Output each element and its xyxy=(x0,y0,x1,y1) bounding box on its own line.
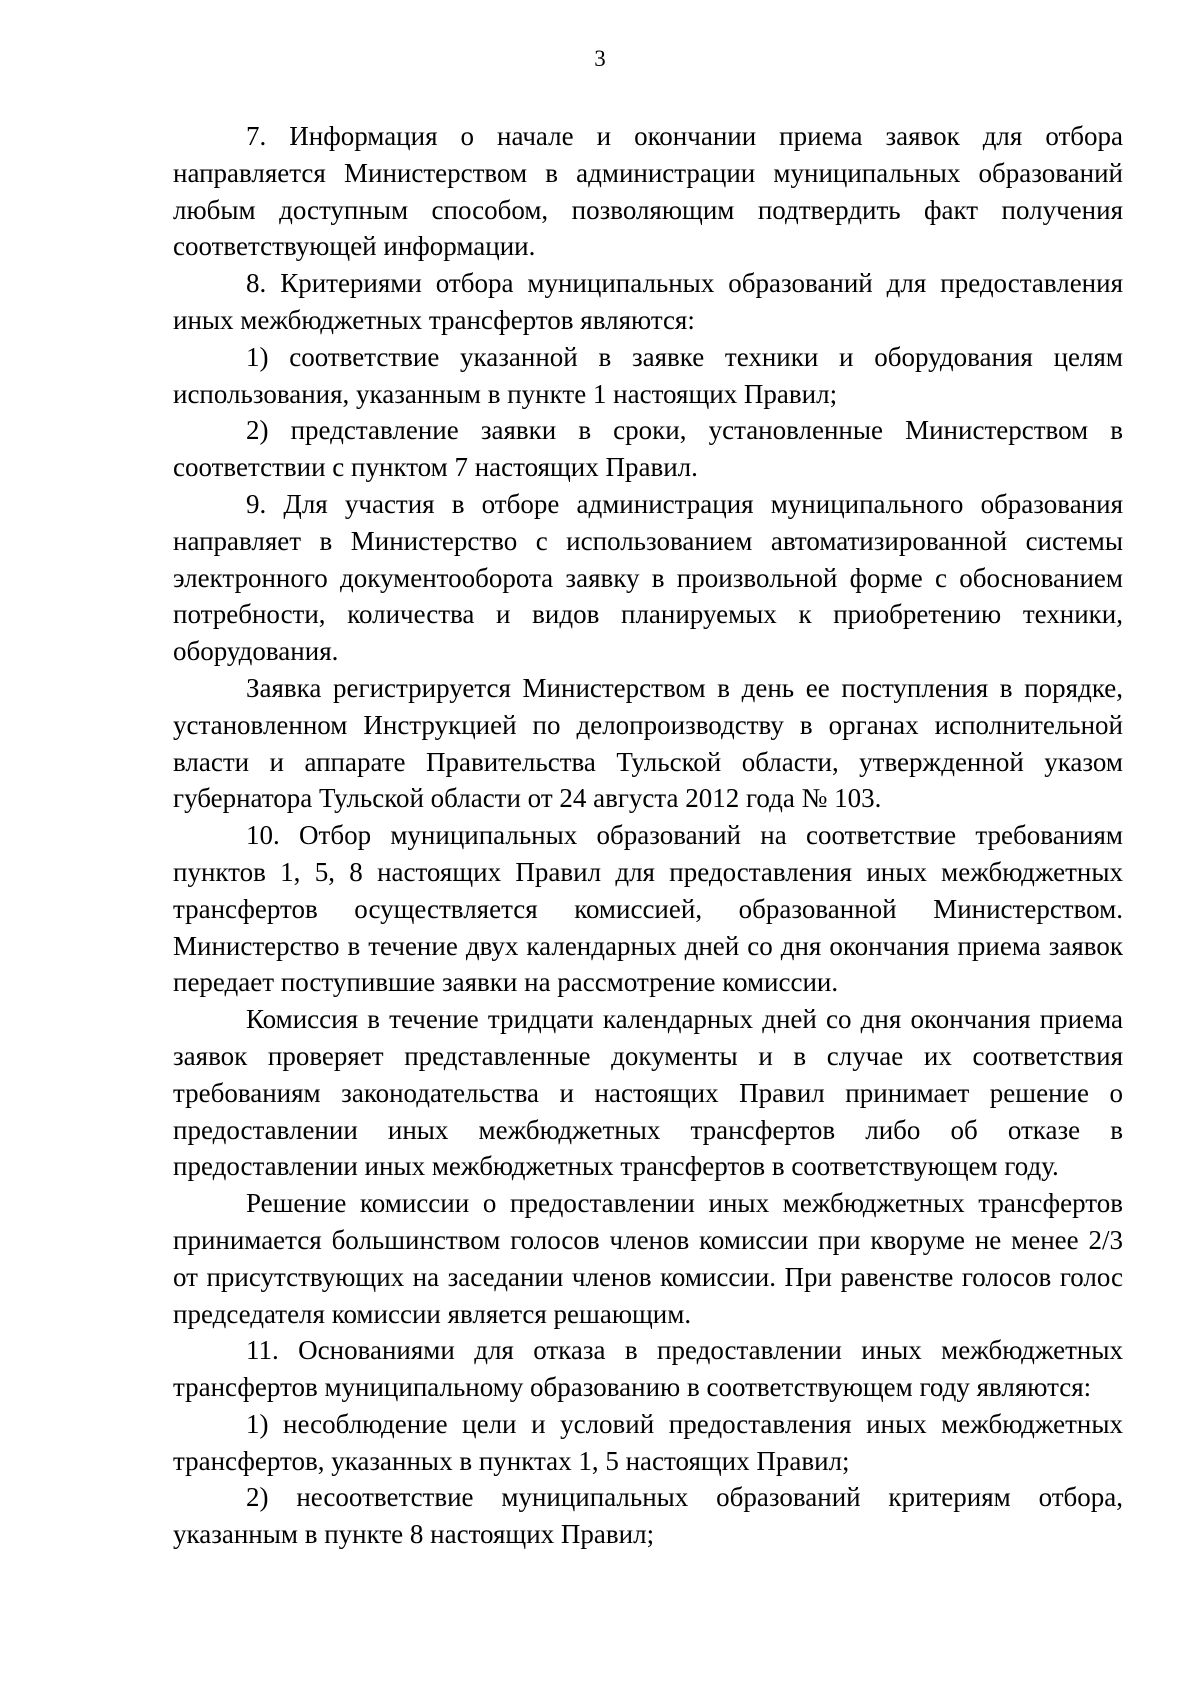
paragraph-11-item-2: 2) несоответствие муниципальных образований критериям отбора, указанным в пункте 8 настоящих Правил; xyxy=(173,1482,1123,1550)
paragraph-10-commission-review: Комиссия в течение тридцати календарных дней со дня окончания приема заявок проверяет представленные документы и в случае их соответствия требованиям законодательства и настоящих Правил принимает решение о предоставлении иных межбюджетных трансфертов либо об отказе в предоставлении иных межбюджетных трансфертов в соответствующем году. xyxy=(173,1004,1123,1182)
paragraph-8-item-1: 1) соответствие указанной в заявке техники и оборудования целям использования, указанным в пункте 1 настоящих Правил; xyxy=(173,341,1123,409)
paragraph-8: 8. Критериями отбора муниципальных образований для предоставления иных межбюджетных трансфертов являются: xyxy=(173,268,1123,335)
document-body xyxy=(173,118,1123,1553)
paragraph-7: 7. Информация о начале и окончании приема заявок для отбора направляется Министерством в администрации муниципальных образований любым доступным способом, позволяющим подтвердить факт получения соответствующей информации. xyxy=(173,121,1123,262)
paragraph-9: 9. Для участия в отборе администрация муниципального образования направляет в Министерство с использованием автоматизированной системы электронного документооборота заявку в произвольной форме с обоснованием потребности, количества и видов планируемых к приобретению техники, оборудования. xyxy=(173,488,1123,667)
paragraph-10-commission-decision: Решение комиссии о предоставлении иных межбюджетных трансфертов принимается большинством голосов членов комиссии при кворуме не менее 2/3 от присутствующих на заседании членов комиссии. При равенстве голосов голос председателя комиссии является решающим. xyxy=(173,1188,1123,1329)
paragraph-9-registration: Заявка регистрируется Министерством в день ее поступления в порядке, установленном Инструкцией по делопроизводству в органах исполнительной власти и аппарате Правительства Тульской области, утвержденной указом губернатора Тульской области от 24 августа 2012 года № 103. xyxy=(173,672,1123,814)
paragraph-8-item-2: 2) представление заявки в сроки, установленные Министерством в соответствии с пунктом 7 настоящих Правил. xyxy=(173,415,1123,483)
paragraph-11-item-1: 1) несоблюдение цели и условий предоставления иных межбюджетных трансфертов, указанных в пунктах 1, 5 настоящих Правил; xyxy=(173,1408,1123,1476)
page-number: 3 xyxy=(594,46,606,71)
paragraph-10: 10. Отбор муниципальных образований на соответствие требованиям пунктов 1, 5, 8 настоящих Правил для предоставления иных межбюджетных трансфертов осуществляется комиссией, образованной Министерством. Министерство в течение двух календарных дней со дня окончания приема заявок передает поступившие заявки на рассмотрение комиссии. xyxy=(173,820,1123,998)
paragraph-11: 11. Основаниями для отказа в предоставлении иных межбюджетных трансфертов муниципальному образованию в соответствующем году являются: xyxy=(173,1335,1123,1403)
